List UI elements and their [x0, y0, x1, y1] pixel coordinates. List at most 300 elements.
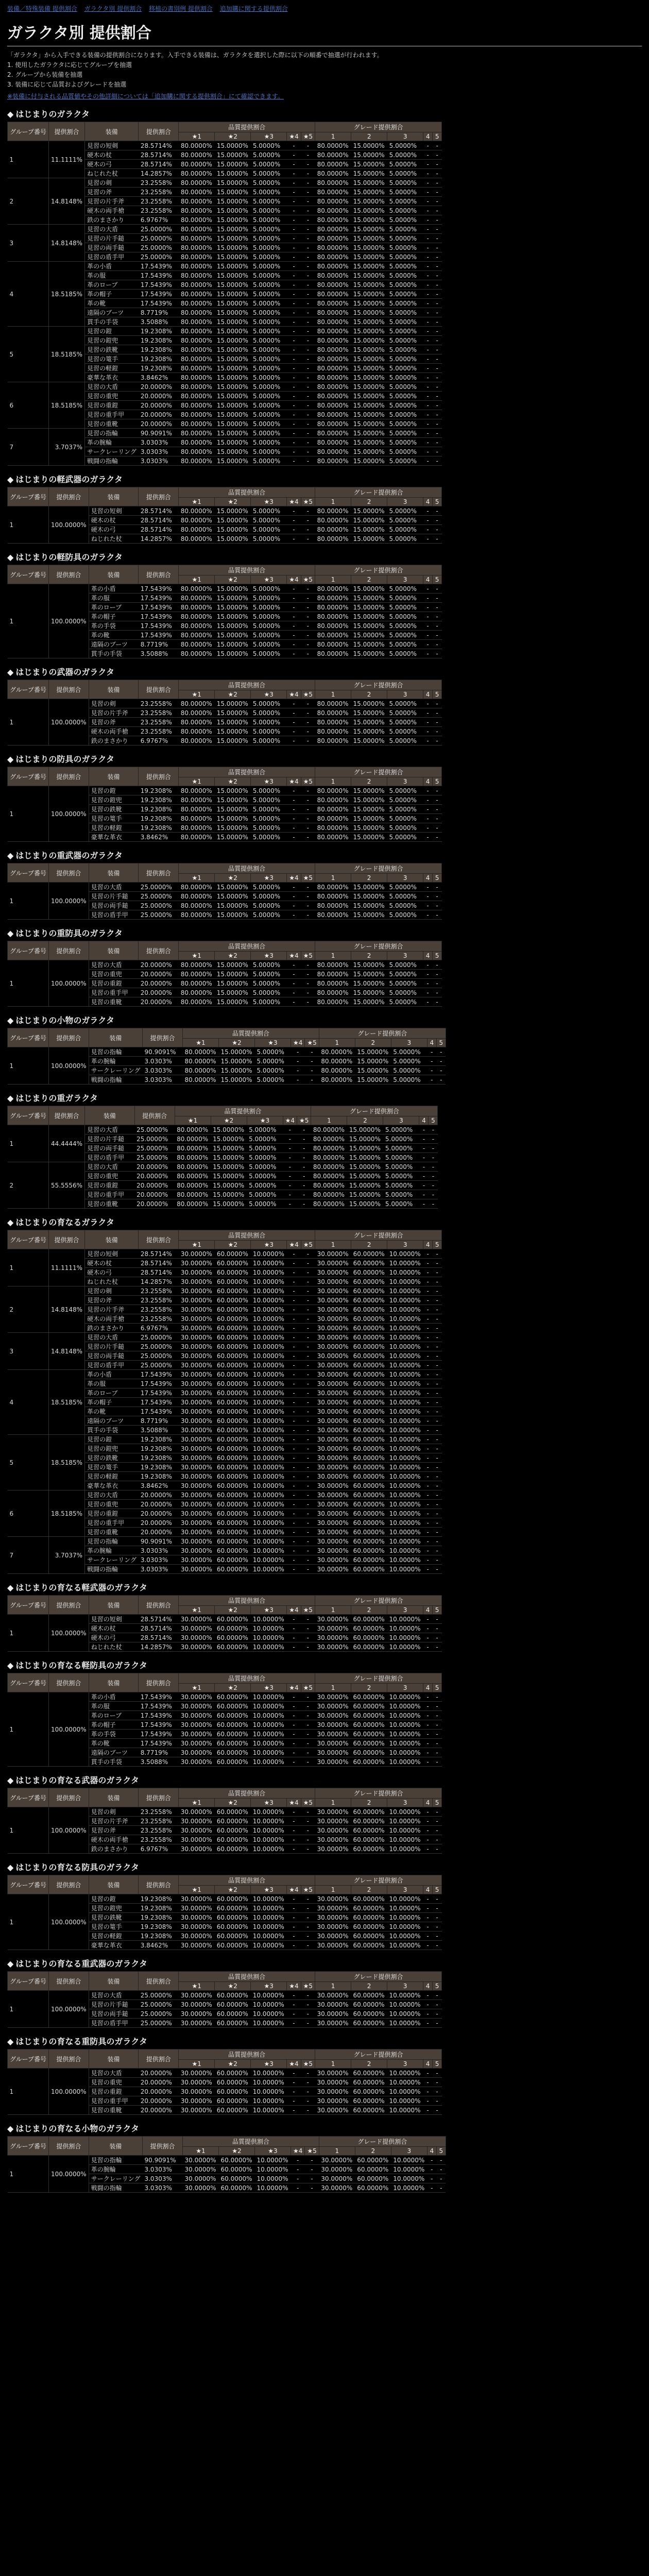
table-row [8, 699, 442, 708]
rate-table [7, 1788, 442, 1854]
quality-rate-empty: - [287, 410, 301, 419]
grade-rate-empty: - [433, 516, 442, 525]
equip-rate: 25.0000% [139, 2019, 179, 2028]
grade-rate-empty: - [429, 1199, 438, 1209]
grade-rate-empty: - [433, 2009, 442, 2019]
group-number: 6 [8, 382, 49, 429]
grade-rate: 80.0000% [315, 419, 351, 429]
grade-rate: 60.0000% [351, 1913, 387, 1922]
quality-rate-empty: - [301, 262, 315, 271]
grade-rate-empty: - [423, 910, 433, 920]
grade-rate-empty: - [423, 2009, 433, 2019]
grade-rate-empty: - [433, 1314, 442, 1324]
equip-name: 見習の大盾 [85, 1333, 139, 1342]
equip-rate: 28.5714% [139, 516, 179, 525]
equip-name: 見習の重鎧 [89, 979, 139, 988]
col-group-no: グループ番号 [8, 122, 49, 141]
equip-rate: 20.0000% [139, 382, 179, 392]
grade-rate-empty: - [423, 438, 433, 447]
quality-rate-empty: - [287, 786, 301, 795]
quality-rate: 60.0000% [215, 1633, 251, 1642]
grade-rate-empty: - [423, 1407, 433, 1416]
grade-rate: 5.0000% [387, 516, 423, 525]
grade-rate: 30.0000% [315, 1711, 351, 1720]
quality-rate: 30.0000% [179, 2019, 215, 2028]
equip-name: 見習の剣 [85, 1286, 139, 1296]
equip-name: 見習の鎧 [89, 786, 139, 795]
quality-rate: 5.0000% [251, 612, 287, 621]
quality-rate: 15.0000% [215, 345, 251, 354]
quality-rate: 80.0000% [179, 197, 215, 206]
grade-rate: 5.0000% [387, 997, 423, 1007]
quality-rate-empty: - [287, 308, 301, 317]
grade-rate: 60.0000% [355, 2174, 391, 2183]
col-group-no: グループ番号 [8, 1028, 49, 1047]
grade-rate-empty: - [419, 1162, 429, 1172]
equip-rate: 19.2308% [139, 1444, 179, 1453]
header-row [8, 1673, 442, 1684]
group-number: 1 [8, 1692, 49, 1767]
quality-rate-empty: - [301, 1518, 315, 1528]
diamond-icon: ◆ [7, 1775, 14, 1785]
quality-rate: 80.0000% [179, 299, 215, 308]
quality-rate: 30.0000% [179, 1702, 215, 1711]
col-quality-star: ★4 [287, 952, 301, 960]
grade-rate: 5.0000% [383, 1134, 419, 1144]
grade-rate-empty: - [433, 1351, 442, 1361]
col-quality-star: ★2 [215, 952, 251, 960]
grade-rate: 30.0000% [315, 1370, 351, 1379]
nav-link-additional[interactable]: 追加購に関する提供割合 [219, 5, 288, 12]
quality-rate-empty: - [301, 1305, 315, 1314]
grade-rate: 15.0000% [347, 1153, 383, 1162]
quality-rate: 5.0000% [251, 506, 287, 516]
col-quality-star: ★3 [251, 952, 287, 960]
equip-rate: 25.0000% [139, 901, 179, 910]
quality-rate: 30.0000% [179, 1490, 215, 1500]
grade-rate-empty: - [427, 1075, 436, 1084]
grade-rate: 80.0000% [315, 169, 351, 178]
section-title: ◆ はじまりの防具のガラクタ [7, 754, 114, 764]
grade-rate-empty: - [433, 892, 442, 901]
nav-link-equipment[interactable]: 装備／特殊装備 提供割合 [7, 5, 77, 12]
grade-rate: 80.0000% [315, 640, 351, 649]
equip-name: 見習の重鎧 [89, 2087, 139, 2096]
diamond-icon: ◆ [7, 2124, 14, 2133]
quality-rate: 60.0000% [215, 1913, 251, 1922]
group-number: 7 [8, 429, 49, 466]
quality-rate: 10.0000% [251, 1463, 287, 1472]
equip-rate: 25.0000% [139, 892, 179, 901]
grade-rate: 80.0000% [315, 178, 351, 188]
quality-rate-empty: - [287, 234, 301, 243]
grade-rate: 80.0000% [315, 997, 351, 1007]
col-group-rate: 提供割合 [49, 487, 89, 506]
quality-rate-empty: - [287, 1296, 301, 1305]
col-quality-star: ★4 [287, 874, 301, 883]
grade-rate: 5.0000% [387, 534, 423, 544]
grade-rate: 60.0000% [351, 1615, 387, 1624]
grade-rate-empty: - [423, 584, 433, 594]
equip-name: 硬木の両手槍 [85, 1314, 139, 1324]
grade-rate-empty: - [423, 1692, 433, 1702]
col-grade-level: 1 [315, 1886, 351, 1894]
quality-rate: 30.0000% [179, 1913, 215, 1922]
quality-rate: 60.0000% [215, 1407, 251, 1416]
nav-link-garakuta[interactable]: ガラクタ別 提供割合 [84, 5, 142, 12]
grade-rate: 10.0000% [387, 1615, 423, 1624]
quality-rate: 30.0000% [179, 1518, 215, 1528]
col-group-rate: 提供割合 [49, 680, 89, 699]
quality-rate-empty: - [301, 1296, 315, 1305]
grade-rate: 10.0000% [387, 2087, 423, 2096]
detail-note[interactable]: ※装備に付与される品質値やその他詳細については「追加購に関する提供割合」にて確認できます。 [7, 93, 284, 100]
grade-rate: 5.0000% [387, 280, 423, 290]
grade-rate-empty: - [427, 1066, 436, 1075]
quality-rate: 80.0000% [179, 699, 215, 708]
diamond-icon: ◆ [7, 109, 14, 119]
rate-table [7, 1106, 438, 1209]
quality-rate: 5.0000% [251, 160, 287, 169]
quality-rate: 5.0000% [251, 317, 287, 327]
grade-rate: 80.0000% [315, 382, 351, 392]
grade-rate: 15.0000% [351, 271, 387, 280]
grade-rate: 30.0000% [315, 1757, 351, 1767]
grade-rate: 5.0000% [387, 308, 423, 317]
equip-rate: 28.5714% [139, 1624, 179, 1633]
quality-rate: 15.0000% [215, 429, 251, 438]
grade-rate-empty: - [423, 883, 433, 892]
col-grade-level: 2 [355, 2147, 391, 2156]
group-number: 1 [8, 1125, 49, 1162]
col-equip: 装備 [89, 863, 139, 883]
grade-rate: 15.0000% [351, 534, 387, 544]
grade-rate-empty: - [423, 1922, 433, 1931]
quality-rate: 80.0000% [179, 243, 215, 252]
col-grade-level: 3 [383, 1116, 419, 1125]
quality-rate: 80.0000% [175, 1190, 211, 1199]
col-rate: 提供割合 [139, 1972, 179, 1991]
quality-rate-empty: - [287, 1748, 301, 1757]
quality-rate: 80.0000% [179, 345, 215, 354]
quality-rate: 60.0000% [215, 1426, 251, 1435]
grade-rate-empty: - [433, 1835, 442, 1844]
grade-rate: 60.0000% [351, 2000, 387, 2009]
quality-rate-empty: - [287, 456, 301, 466]
grade-rate: 10.0000% [387, 1407, 423, 1416]
grade-rate: 80.0000% [315, 150, 351, 160]
quality-rate-empty: - [301, 2078, 315, 2087]
header-row [8, 1788, 442, 1799]
grade-rate-empty: - [433, 534, 442, 544]
grade-rate-empty: - [423, 805, 433, 814]
section-title: ◆ はじまりの武器のガラクタ [7, 667, 114, 677]
quality-rate: 60.0000% [215, 1463, 251, 1472]
equip-name: 見習の鎧兜 [85, 336, 139, 345]
col-grade-level: 4 [423, 1799, 433, 1807]
grade-rate-empty: - [423, 649, 433, 658]
equip-name: 見習の重兜 [89, 970, 139, 979]
grade-rate: 15.0000% [351, 197, 387, 206]
grade-rate: 5.0000% [387, 699, 423, 708]
quality-rate: 80.0000% [179, 970, 215, 979]
grade-rate: 5.0000% [387, 354, 423, 364]
grade-rate-empty: - [423, 1472, 433, 1481]
quality-rate-empty: - [283, 1199, 297, 1209]
grade-rate-empty: - [433, 1388, 442, 1398]
quality-rate: 80.0000% [175, 1172, 211, 1181]
equip-rate: 23.2558% [139, 718, 179, 727]
equip-rate: 25.0000% [139, 1342, 179, 1351]
col-grade-level: 1 [315, 1684, 351, 1692]
grade-rate: 5.0000% [387, 718, 423, 727]
equip-name: 革の靴 [85, 1407, 139, 1416]
grade-rate: 80.0000% [315, 373, 351, 382]
grade-rate: 15.0000% [351, 456, 387, 466]
grade-rate-empty: - [433, 910, 442, 920]
grade-rate: 30.0000% [315, 1286, 351, 1296]
quality-rate: 80.0000% [179, 786, 215, 795]
grade-rate: 5.0000% [387, 382, 423, 392]
quality-rate-empty: - [287, 336, 301, 345]
quality-rate-empty: - [287, 1711, 301, 1720]
equip-name: 見習の鎧兜 [89, 795, 139, 805]
grade-rate: 5.0000% [383, 1144, 419, 1153]
quality-rate-empty: - [301, 271, 315, 280]
equip-rate: 3.8462% [139, 1481, 179, 1490]
quality-rate: 30.0000% [179, 2096, 215, 2106]
equip-rate: 17.5439% [139, 631, 179, 640]
grade-rate-empty: - [423, 1416, 433, 1426]
nav-link-transplant[interactable]: 移植の書別例 提供割合 [149, 5, 213, 12]
grade-rate-empty: - [433, 1546, 442, 1555]
equip-rate: 23.2558% [139, 708, 179, 718]
quality-rate: 80.0000% [179, 640, 215, 649]
grade-rate: 80.0000% [315, 883, 351, 892]
equip-rate: 3.8462% [139, 833, 179, 842]
group-number: 3 [8, 1333, 49, 1370]
grade-rate: 10.0000% [387, 1277, 423, 1286]
quality-rate-empty: - [301, 1748, 315, 1757]
quality-rate-empty: - [287, 401, 301, 410]
quality-rate-empty: - [301, 1324, 315, 1333]
grade-rate-empty: - [423, 1565, 433, 1574]
quality-rate: 15.0000% [215, 970, 251, 979]
quality-rate: 10.0000% [251, 1931, 287, 1941]
quality-rate: 30.0000% [179, 1296, 215, 1305]
intro-line: 3. 装備に応じて品質およびグレードを抽選 [7, 81, 127, 88]
equip-name: 硬木の杖 [85, 1259, 139, 1268]
col-rate: 提供割合 [139, 2049, 179, 2069]
quality-rate-empty: - [287, 1692, 301, 1702]
quality-rate-empty: - [287, 584, 301, 594]
grade-rate: 5.0000% [387, 631, 423, 640]
col-quality: 品質提供割合 [179, 1230, 315, 1241]
equip-rate: 3.5088% [139, 1757, 179, 1767]
equip-rate: 25.0000% [139, 234, 179, 243]
section-title: ◆ はじまりの育なる小物のガラクタ [7, 2124, 139, 2133]
equip-name: 戦闘の指輪 [89, 2183, 142, 2193]
grade-rate: 5.0000% [387, 910, 423, 920]
quality-rate-empty: - [301, 708, 315, 718]
group-rate: 100.0000% [49, 584, 89, 658]
quality-rate: 10.0000% [251, 1277, 287, 1286]
grade-rate-empty: - [419, 1125, 429, 1134]
quality-rate: 60.0000% [215, 1296, 251, 1305]
equip-rate: 17.5439% [139, 1407, 179, 1416]
col-quality: 品質提供割合 [179, 1596, 315, 1606]
quality-rate-empty: - [305, 1066, 319, 1075]
quality-rate-empty: - [287, 594, 301, 603]
rate-table [7, 680, 442, 745]
diamond-icon: ◆ [7, 1583, 14, 1592]
col-equip: 装備 [89, 565, 139, 584]
grade-rate-empty: - [433, 594, 442, 603]
col-equip: 装備 [89, 767, 139, 786]
quality-rate: 60.0000% [215, 1259, 251, 1268]
col-quality-star: ★4 [287, 498, 301, 506]
grade-rate-empty: - [433, 160, 442, 169]
quality-rate-empty: - [287, 188, 301, 197]
quality-rate: 80.0000% [179, 584, 215, 594]
quality-rate: 5.0000% [247, 1172, 283, 1181]
quality-rate-empty: - [291, 2183, 304, 2193]
grade-rate-empty: - [436, 2174, 446, 2183]
grade-rate-empty: - [423, 1720, 433, 1730]
grade-rate-empty: - [423, 1342, 433, 1351]
grade-rate-empty: - [423, 1481, 433, 1490]
grade-rate: 60.0000% [351, 1296, 387, 1305]
grade-rate-empty: - [423, 169, 433, 178]
grade-rate-empty: - [433, 727, 442, 736]
col-quality-star: ★3 [247, 1116, 283, 1125]
quality-rate-empty: - [301, 1509, 315, 1518]
quality-rate-empty: - [301, 225, 315, 234]
equip-rate: 3.0303% [142, 1057, 182, 1066]
quality-rate: 80.0000% [175, 1181, 211, 1190]
grade-rate: 80.0000% [315, 786, 351, 795]
quality-rate: 15.0000% [215, 823, 251, 833]
quality-rate-empty: - [301, 1692, 315, 1702]
quality-rate: 15.0000% [215, 910, 251, 920]
col-grade-level: 1 [315, 952, 351, 960]
equip-rate: 20.0000% [139, 1490, 179, 1500]
grade-rate-empty: - [433, 1565, 442, 1574]
quality-rate: 30.0000% [179, 1991, 215, 2000]
col-quality-star: ★3 [254, 2147, 291, 2156]
grade-rate: 10.0000% [387, 1268, 423, 1277]
quality-rate-empty: - [301, 1277, 315, 1286]
diamond-icon: ◆ [7, 754, 14, 764]
quality-rate: 30.0000% [179, 1361, 215, 1370]
quality-rate: 5.0000% [251, 392, 287, 401]
grade-rate-empty: - [423, 1379, 433, 1388]
grade-rate-empty: - [433, 290, 442, 299]
grade-rate: 30.0000% [315, 1324, 351, 1333]
equip-name: 鉄のまさかり [89, 736, 139, 745]
grade-rate: 80.0000% [315, 699, 351, 708]
quality-rate: 5.0000% [251, 534, 287, 544]
quality-rate: 80.0000% [182, 1047, 218, 1057]
col-grade-level: 1 [315, 1241, 351, 1249]
quality-rate: 10.0000% [251, 1546, 287, 1555]
quality-rate: 60.0000% [215, 1757, 251, 1767]
quality-rate-empty: - [283, 1134, 297, 1144]
grade-rate: 30.0000% [315, 1826, 351, 1835]
quality-rate-empty: - [287, 1546, 301, 1555]
grade-rate: 30.0000% [315, 1518, 351, 1528]
quality-rate: 60.0000% [215, 2096, 251, 2106]
grade-rate-empty: - [423, 603, 433, 612]
col-group-rate: 提供割合 [49, 122, 85, 141]
equip-name: 硬木の杖 [85, 150, 139, 160]
grade-rate: 10.0000% [387, 1904, 423, 1913]
grade-rate: 30.0000% [315, 1537, 351, 1546]
equip-name: 見習の篭手 [89, 814, 139, 823]
quality-rate: 15.0000% [215, 612, 251, 621]
quality-rate-empty: - [283, 1190, 297, 1199]
quality-rate: 10.0000% [251, 1481, 287, 1490]
quality-rate-empty: - [301, 1379, 315, 1388]
group-number: 4 [8, 262, 49, 327]
quality-rate: 10.0000% [251, 1555, 287, 1565]
quality-rate-empty: - [301, 188, 315, 197]
equip-name: 見習の大盾 [85, 382, 139, 392]
grade-rate-empty: - [433, 1844, 442, 1854]
quality-rate-empty: - [283, 1162, 297, 1172]
grade-rate: 10.0000% [387, 1342, 423, 1351]
quality-rate-empty: - [301, 1342, 315, 1351]
col-quality-star: ★2 [215, 874, 251, 883]
quality-rate: 60.0000% [215, 1730, 251, 1739]
group-number: 1 [8, 1991, 49, 2028]
quality-rate-empty: - [301, 1388, 315, 1398]
grade-rate: 5.0000% [387, 892, 423, 901]
col-quality-star: ★1 [179, 1799, 215, 1807]
equip-rate: 17.5439% [139, 1692, 179, 1702]
quality-rate: 30.0000% [179, 1259, 215, 1268]
grade-rate: 5.0000% [383, 1162, 419, 1172]
col-group-no: グループ番号 [8, 1875, 49, 1894]
grade-rate-empty: - [423, 1249, 433, 1259]
equip-rate: 3.8462% [139, 1941, 179, 1950]
grade-rate: 60.0000% [351, 1835, 387, 1844]
quality-rate: 5.0000% [251, 188, 287, 197]
grade-rate: 60.0000% [351, 1500, 387, 1509]
quality-rate-empty: - [301, 883, 315, 892]
group-rate: 14.8148% [49, 1286, 85, 1333]
grade-rate-empty: - [423, 290, 433, 299]
grade-rate-empty: - [436, 1047, 446, 1057]
quality-rate-empty: - [301, 1444, 315, 1453]
group-rate: 18.5185% [49, 1435, 85, 1490]
header-row [8, 767, 442, 777]
col-grade: グレード提供割合 [315, 863, 442, 874]
section-title: ◆ はじまりのガラクタ [7, 109, 90, 119]
equip-rate: 19.2308% [139, 1931, 179, 1941]
grade-rate: 80.0000% [315, 727, 351, 736]
grade-rate: 15.0000% [351, 805, 387, 814]
grade-rate-empty: - [433, 1286, 442, 1296]
grade-rate: 30.0000% [315, 1692, 351, 1702]
grade-rate-empty: - [433, 419, 442, 429]
equip-name: 見習の重手甲 [89, 2096, 139, 2106]
grade-rate: 15.0000% [351, 727, 387, 736]
grade-rate: 5.0000% [383, 1172, 419, 1181]
quality-rate: 60.0000% [215, 1518, 251, 1528]
quality-rate: 60.0000% [215, 2000, 251, 2009]
col-equip: 装備 [89, 680, 139, 699]
